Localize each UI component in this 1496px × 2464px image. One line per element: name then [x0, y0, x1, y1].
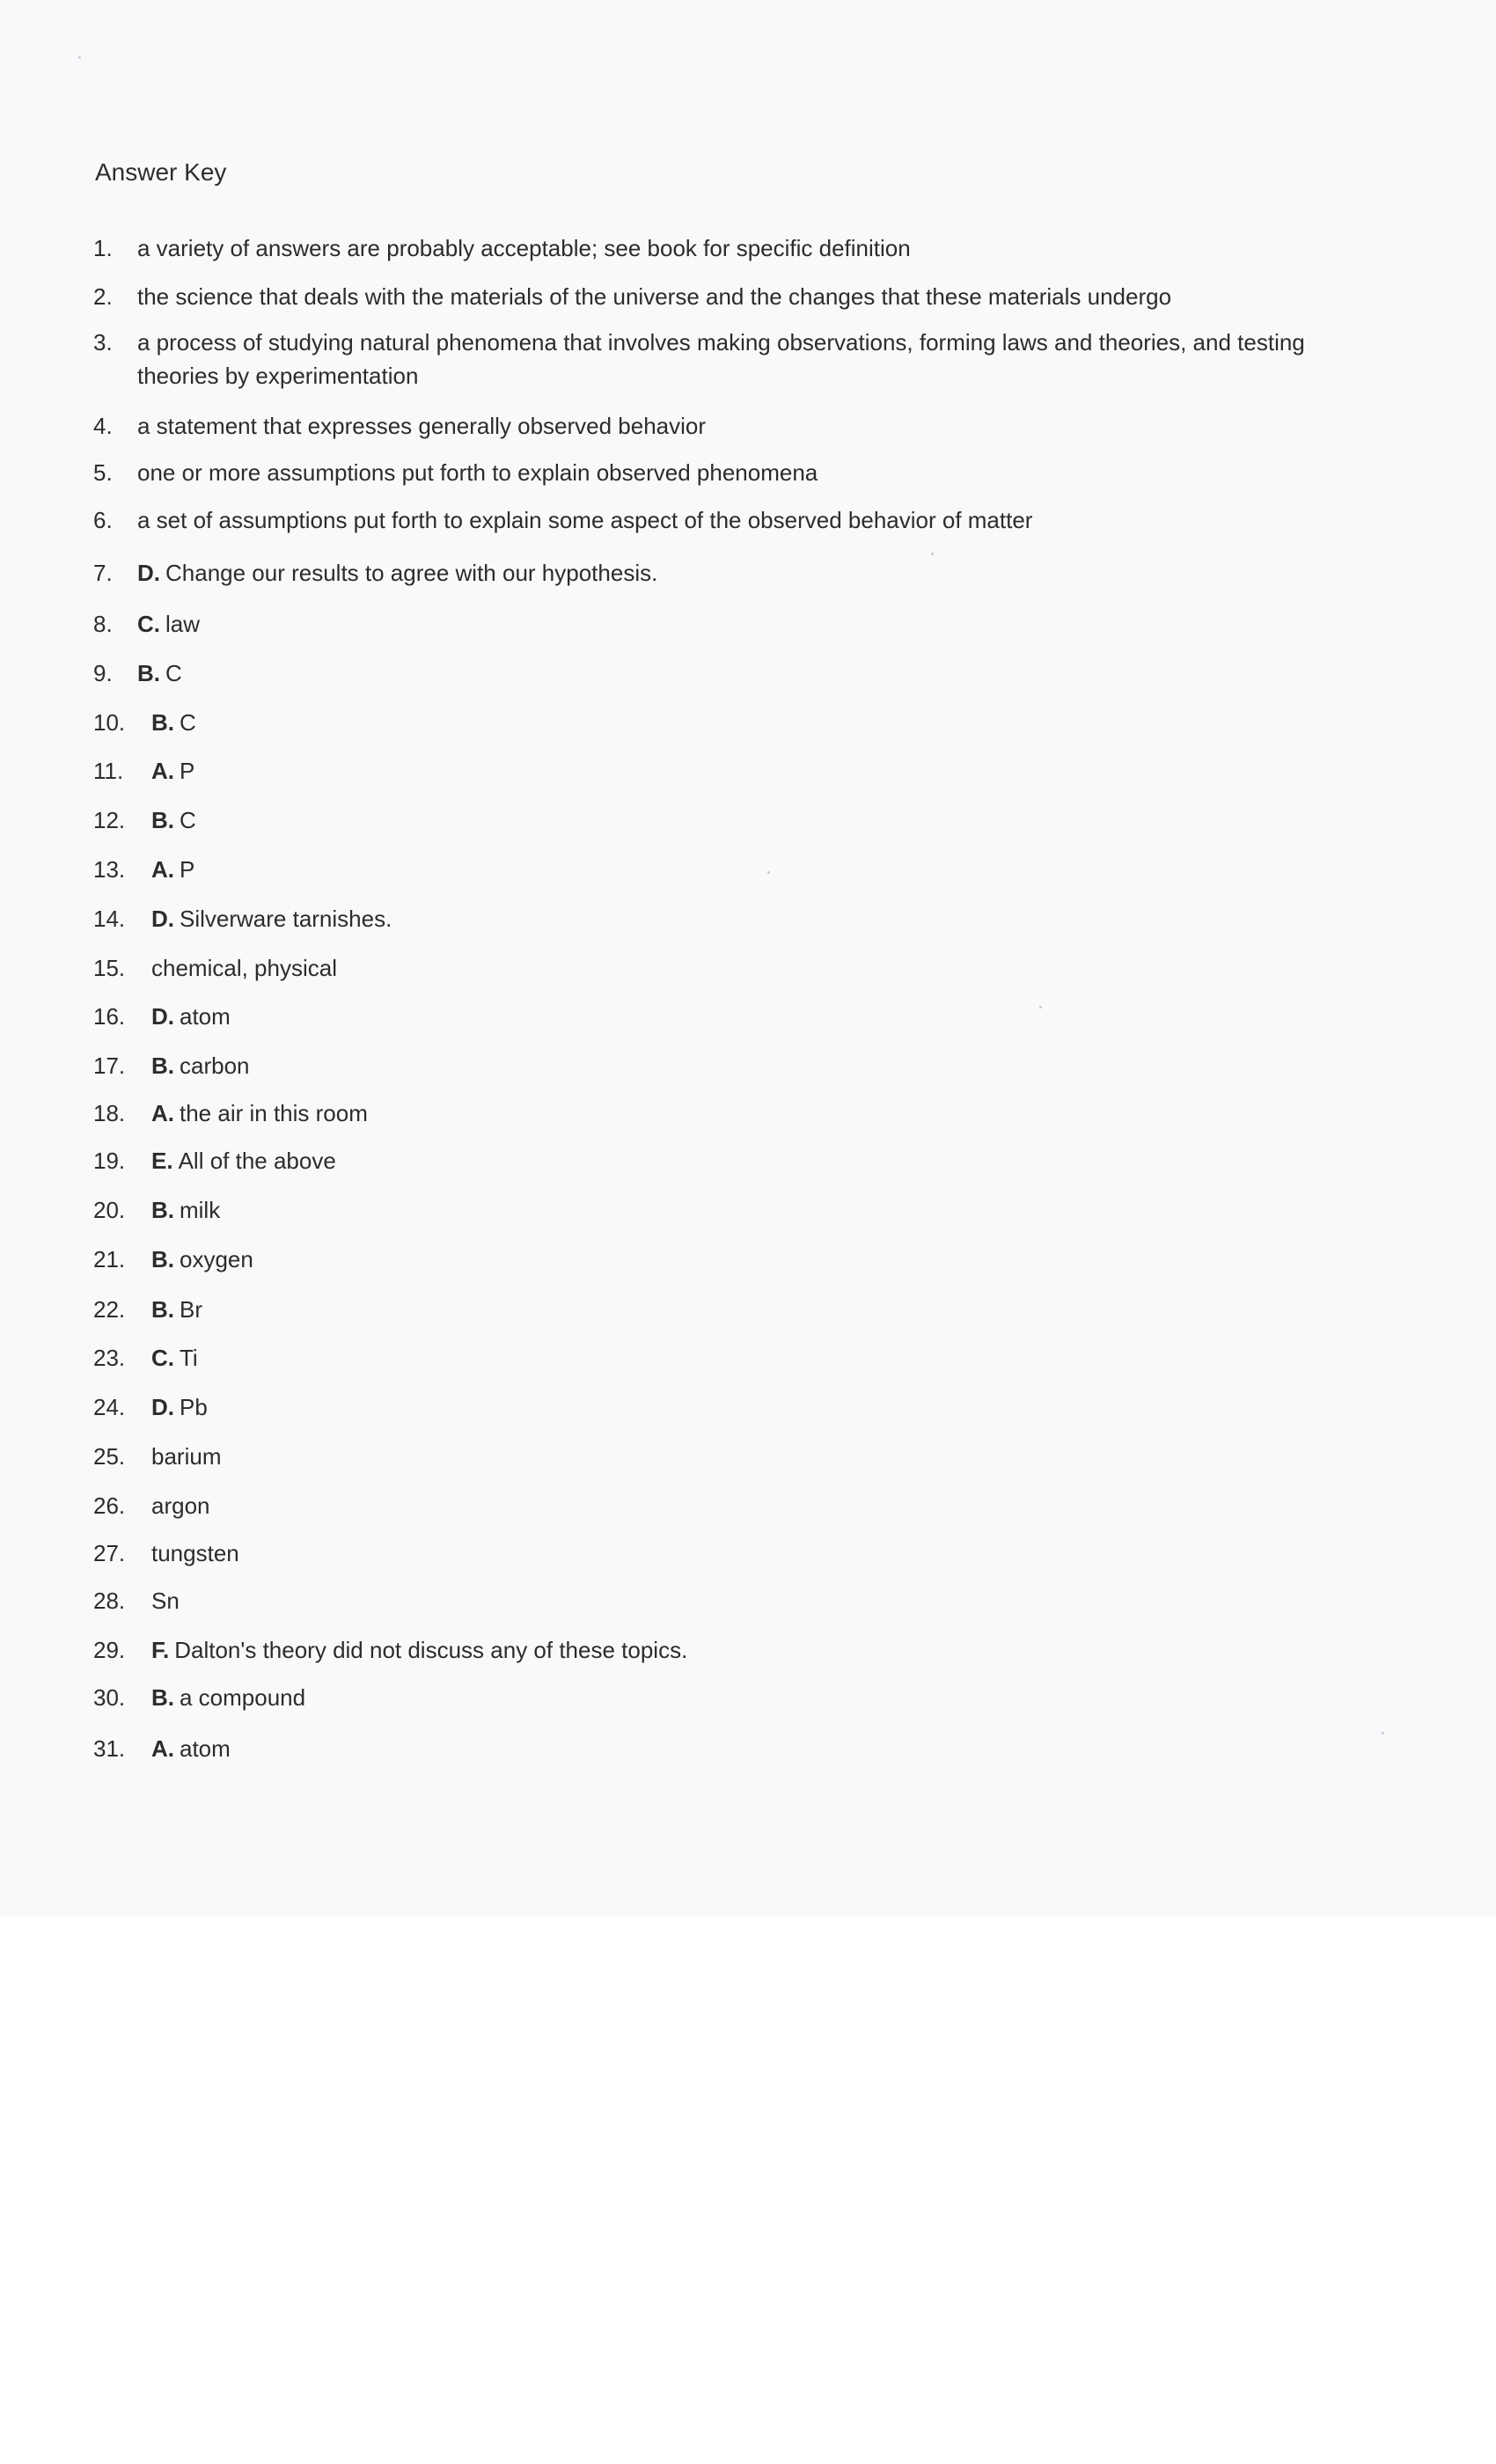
- answer-number: 12.: [93, 807, 126, 833]
- answer-text: a process of studying natural phenomena that involves making observations, forming laws and theories, and testing theories by experimentation: [137, 329, 1305, 389]
- answer-choice-letter: A.: [151, 856, 174, 883]
- answer-text: argon: [151, 1492, 210, 1519]
- answer-choice-letter: F.: [151, 1637, 170, 1663]
- answer-text-group: [151, 902, 392, 935]
- answer-text: the air in this room: [180, 1100, 368, 1126]
- answer-number: 17.: [93, 1052, 126, 1079]
- answer-number: 7.: [93, 560, 113, 586]
- answer-number: 11.: [93, 758, 124, 784]
- answer-number: 10.: [93, 709, 126, 736]
- answer-number: 15.: [93, 955, 126, 981]
- answer-number: 9.: [93, 660, 113, 686]
- answer-text: C: [180, 807, 196, 833]
- answer-text-group: [137, 280, 1171, 313]
- answer-text-group: [151, 1341, 198, 1375]
- answer-text: chemical, physical: [151, 955, 337, 981]
- answer-text-group: [151, 951, 337, 985]
- scan-speck: [767, 871, 770, 874]
- answer-text: barium: [151, 1443, 222, 1470]
- answer-number: 5.: [93, 459, 113, 486]
- answer-number: 18.: [93, 1100, 126, 1126]
- answer-text: Sn: [151, 1588, 180, 1614]
- answer-text: atom: [180, 1735, 231, 1762]
- answer-text-group: [151, 803, 196, 837]
- answer-choice-letter: B.: [151, 709, 174, 736]
- answer-text: a variety of answers are probably acceptable; see book for specific definition: [137, 235, 911, 261]
- answer-text-group: [151, 1293, 202, 1326]
- answer-choice-letter: A.: [151, 1100, 174, 1126]
- answer-number: 31.: [93, 1735, 126, 1762]
- answer-number: 14.: [93, 906, 126, 932]
- answer-text: P: [180, 856, 195, 883]
- answer-text: one or more assumptions put forth to explain observed phenomena: [137, 459, 818, 486]
- answer-text: All of the above: [178, 1148, 336, 1174]
- answer-text: Silverware tarnishes.: [180, 906, 392, 932]
- answer-choice-letter: B.: [151, 1052, 174, 1079]
- answer-choice-letter: B.: [137, 660, 160, 686]
- answer-number: 19.: [93, 1148, 126, 1174]
- answer-text: a statement that expresses generally observed behavior: [137, 413, 707, 439]
- scan-speck: [1382, 1732, 1384, 1734]
- answer-text: tungsten: [151, 1540, 239, 1566]
- answer-text-group: [151, 1144, 336, 1177]
- answer-text-group: [151, 1000, 231, 1033]
- answer-text-group: [151, 1243, 253, 1276]
- answer-choice-letter: D.: [151, 1394, 174, 1420]
- answer-text: carbon: [180, 1052, 250, 1079]
- answer-choice-letter: E.: [151, 1148, 173, 1174]
- answer-number: 4.: [93, 413, 113, 439]
- answer-text: a set of assumptions put forth to explain some aspect of the observed behavior of matter: [137, 507, 1033, 533]
- answer-text: milk: [180, 1197, 221, 1223]
- answer-choice-letter: B.: [151, 1246, 174, 1272]
- answer-text: C: [165, 660, 182, 686]
- answer-number: 22.: [93, 1296, 126, 1323]
- answer-number: 27.: [93, 1540, 126, 1566]
- answer-text-group: [137, 556, 657, 590]
- answer-number: 29.: [93, 1637, 126, 1663]
- answer-text-group: [151, 1096, 368, 1130]
- answer-number: 1.: [93, 235, 113, 261]
- answer-number: 2.: [93, 283, 113, 310]
- answer-text: oxygen: [180, 1246, 253, 1272]
- answer-text: Dalton's theory did not discuss any of these topics.: [174, 1637, 688, 1663]
- answer-text-group: [151, 1681, 305, 1714]
- answer-number: 3.: [93, 329, 113, 356]
- answer-choice-letter: C.: [151, 1345, 174, 1371]
- answer-text: a compound: [180, 1684, 306, 1711]
- answer-text-group: [151, 706, 196, 739]
- scan-speck: [931, 553, 934, 555]
- answer-text: Pb: [180, 1394, 208, 1420]
- answer-text-group: [151, 1584, 180, 1617]
- answer-text-group: [151, 1489, 210, 1522]
- answer-text-group: [151, 1536, 239, 1570]
- answer-text: atom: [180, 1003, 231, 1030]
- answer-number: 23.: [93, 1345, 126, 1371]
- answer-text: the science that deals with the materials of the universe and the changes that these materials undergo: [137, 283, 1172, 310]
- answer-number: 16.: [93, 1003, 126, 1030]
- answer-choice-letter: B.: [151, 1684, 174, 1711]
- answer-number: 30.: [93, 1684, 126, 1711]
- answer-choice-letter: D.: [151, 1003, 174, 1030]
- answer-choice-letter: B.: [151, 1296, 174, 1323]
- page-title: Answer Key: [95, 158, 227, 186]
- answer-number: 24.: [93, 1394, 126, 1420]
- answer-text-group: [137, 656, 182, 690]
- answer-text-group: [137, 503, 1032, 537]
- answer-number: 20.: [93, 1197, 126, 1223]
- answer-text-group: [151, 754, 194, 788]
- answer-number: 28.: [93, 1588, 126, 1614]
- answer-choice-letter: A.: [151, 758, 174, 784]
- answer-text: law: [165, 611, 201, 637]
- scan-speck: [1039, 1006, 1042, 1008]
- answer-text-group: [151, 853, 194, 886]
- answer-text-group: [151, 1049, 250, 1082]
- answer-choice-letter: B.: [151, 807, 174, 833]
- answer-text-group: [137, 409, 706, 443]
- answer-text-group: [151, 1440, 221, 1473]
- answer-text-group: [137, 231, 911, 265]
- answer-choice-letter: D.: [151, 906, 174, 932]
- answer-text-group: [151, 1193, 220, 1227]
- answer-text-group: [151, 1633, 687, 1667]
- answer-number: 6.: [93, 507, 113, 533]
- scan-speck: [78, 56, 81, 59]
- answer-text-group: [137, 326, 1352, 392]
- answer-choice-letter: D.: [137, 560, 160, 586]
- answer-number: 8.: [93, 611, 113, 637]
- answer-text-group: [137, 456, 818, 489]
- answer-text: Ti: [180, 1345, 198, 1371]
- answer-number: 21.: [93, 1246, 126, 1272]
- answer-number: 25.: [93, 1443, 126, 1470]
- answer-text: P: [180, 758, 195, 784]
- answer-choice-letter: C.: [137, 611, 160, 637]
- answer-choice-letter: B.: [151, 1197, 174, 1223]
- answer-text: Change our results to agree with our hypothesis.: [165, 560, 658, 586]
- answer-choice-letter: A.: [151, 1735, 174, 1762]
- answer-number: 13.: [93, 856, 126, 883]
- answer-text: C: [180, 709, 196, 736]
- answer-number: 26.: [93, 1492, 126, 1519]
- answer-text: Br: [180, 1296, 202, 1323]
- answer-text-group: [151, 1732, 231, 1765]
- answer-text-group: [151, 1390, 208, 1424]
- answer-text-group: [137, 607, 200, 641]
